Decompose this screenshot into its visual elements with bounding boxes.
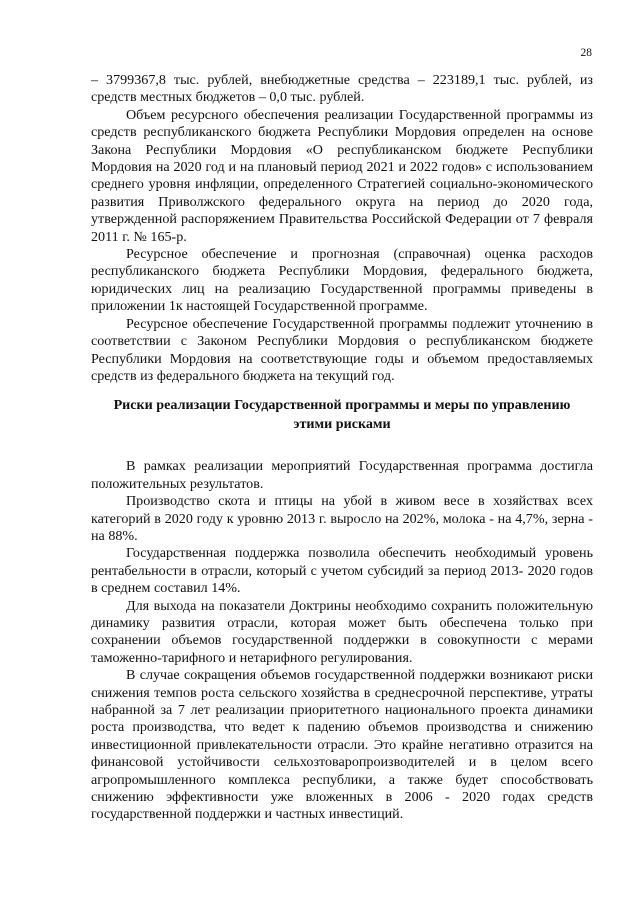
paragraph-doctrine-targets: Для выхода на показатели Доктрины необходимо сохранить положительную динамику развития отрасли, которая может быть обеспечена только при сохранении объемов государственной поддержки в совокупности с мерами таможенно-тарифного и нетарифного регулирования. [91,597,593,666]
paragraph-positive-results: В рамках реализации мероприятий Государственная программа достигла положительных результатов. [91,458,593,492]
paragraph-funding-continuation: – 3799367,8 тыс. рублей, внебюджетные средства – 223189,1 тыс. рублей, из средств местных бюджетов – 0,0 тыс. рублей. [91,72,593,106]
page-number: 28 [580,47,592,59]
paragraph-forecast-estimate: Ресурсное обеспечение и прогнозная (справочная) оценка расходов республиканского бюджета Республики Мордовия, федерального бюджета, юридических лиц на реализацию Государственной программы приведены в приложении 1к настоящей Государственной программе. [91,246,593,315]
paragraph-funding-adjustment: Ресурсное обеспечение Государственной программы подлежит уточнению в соответствии с Законом Республики Мордовия о республиканском бюджете Республики Мордовия на соответствующие годы и объемом предоставляемых средств из федерального бюджета на текущий год. [91,315,593,384]
section-heading-risks [91,396,593,433]
document-body [91,72,593,824]
paragraph-risks-reduction: В случае сокращения объемов государственной поддержки возникают риски снижения темпов роста сельского хозяйства в среднесрочной перспективе, утраты набранной за 7 лет реализации приоритетного национального проекта динамики роста производства, что ведет к падению объемов производства и снижению инвестиционной привлекательности отрасли. Это крайне негативно отразится на финансовой устойчивости сельхозтоваропроизводителей и в целом всего агропромышленного комплекса республики, а также будет способствовать снижению эффективности уже вложенных в 2006 - 2020 годах средств государственной поддержки и частных инвестиций. [91,667,593,823]
paragraph-production-growth: Производство скота и птицы на убой в живом весе в хозяйствах всех категорий в 2020 году к уровню 2013 г. выросло на 202%, молока - на 4,7%, зерна - на 88%. [91,493,593,544]
paragraph-republic-budget: Объем ресурсного обеспечения реализации Государственной программы из средств республиканского бюджета Республики Мордовия определен на основе Закона Республики Мордовия «О республиканском бюджете Республики Мордовия на 2020 год и на плановый период 2021 и 2022 годов» с использованием среднего уровня инфляции, определенного Стратегией социально-экономического развития Приволжского федерального округа на период до 2020 года, утвержденной распоряжением Правительства Российской Федерации от 7 февраля 2011 г. № 165-р. [91,106,593,245]
section-heading-line-1: Риски реализации Государственной программы и меры по управлению [113,397,571,414]
section-heading-line-2: этими рисками [293,415,391,432]
paragraph-state-support: Государственная поддержка позволила обеспечить необходимый уровень рентабельности в отрасли, который с учетом субсидий за период 2013- 2020 годов в среднем составил 14%. [91,545,593,597]
